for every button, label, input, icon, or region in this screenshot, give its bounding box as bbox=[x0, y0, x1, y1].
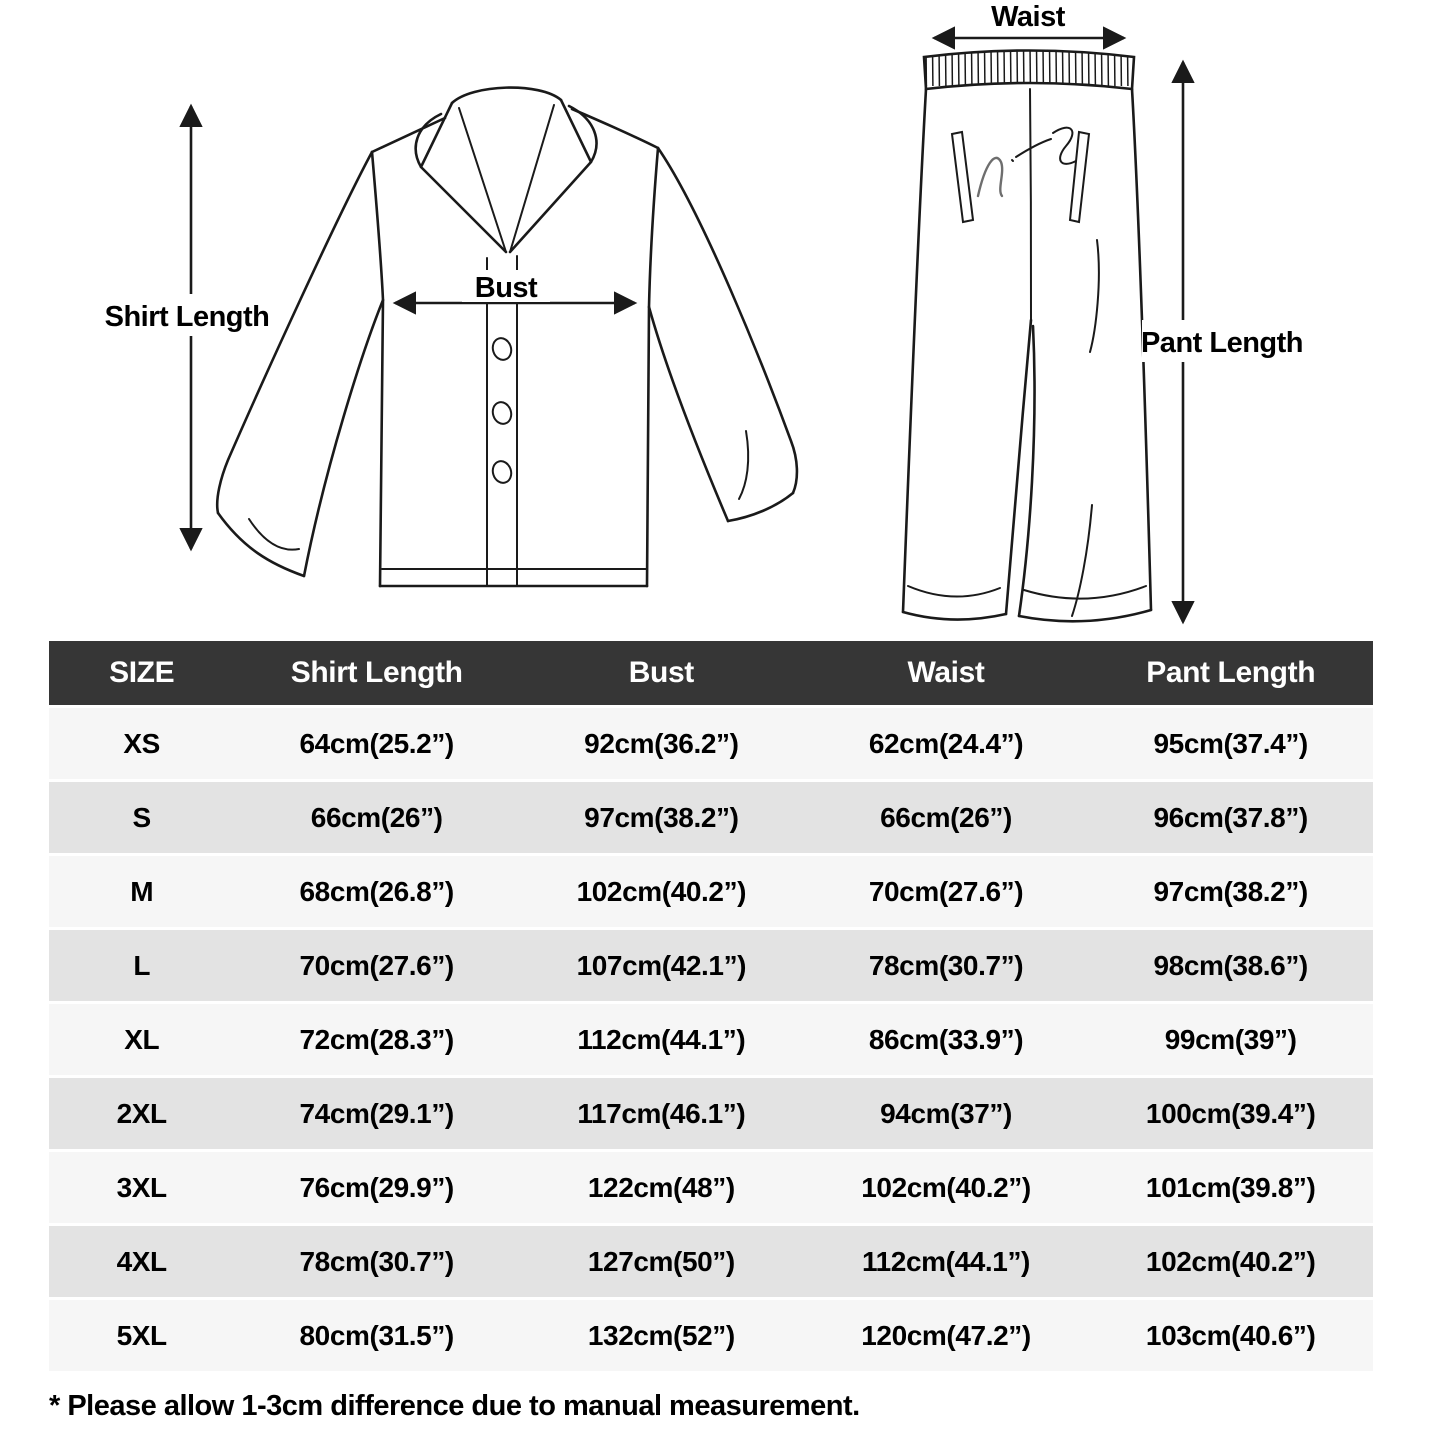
measurement-cell: 74cm(29.1”) bbox=[234, 1078, 519, 1149]
size-label: XL bbox=[49, 1004, 234, 1075]
measurement-cell: 66cm(26”) bbox=[234, 782, 519, 853]
measurement-cell: 101cm(39.8”) bbox=[1088, 1152, 1373, 1223]
measurement-cell: 122cm(48”) bbox=[519, 1152, 804, 1223]
measurement-cell: 120cm(47.2”) bbox=[804, 1300, 1089, 1371]
measurement-cell: 102cm(40.2”) bbox=[1088, 1226, 1373, 1297]
measurement-cell: 78cm(30.7”) bbox=[804, 930, 1089, 1001]
measurement-cell: 72cm(28.3”) bbox=[234, 1004, 519, 1075]
table-row-l bbox=[49, 930, 1373, 1001]
column-header-bust: Bust bbox=[519, 641, 804, 705]
measurement-cell: 80cm(31.5”) bbox=[234, 1300, 519, 1371]
measurement-cell: 112cm(44.1”) bbox=[804, 1226, 1089, 1297]
size-chart-table bbox=[49, 638, 1373, 1374]
measurement-cell: 132cm(52”) bbox=[519, 1300, 804, 1371]
size-label: S bbox=[49, 782, 234, 853]
shirt-buttons bbox=[490, 336, 514, 485]
size-label: XS bbox=[49, 708, 234, 779]
measurement-cell: 102cm(40.2”) bbox=[804, 1152, 1089, 1223]
table-row-m bbox=[49, 856, 1373, 927]
measurement-cell: 78cm(30.7”) bbox=[234, 1226, 519, 1297]
size-label: 4XL bbox=[49, 1226, 234, 1297]
shirt-length-label: Shirt Length bbox=[104, 301, 270, 333]
column-header-shirt-length: Shirt Length bbox=[234, 641, 519, 705]
measurement-cell: 127cm(50”) bbox=[519, 1226, 804, 1297]
wrinkle-squiggle bbox=[978, 158, 1002, 196]
measurement-cell: 102cm(40.2”) bbox=[519, 856, 804, 927]
size-label: 3XL bbox=[49, 1152, 234, 1223]
column-header-waist: Waist bbox=[804, 641, 1089, 705]
size-label: M bbox=[49, 856, 234, 927]
column-header-pant-length: Pant Length bbox=[1088, 641, 1373, 705]
measurement-cell: 68cm(26.8”) bbox=[234, 856, 519, 927]
garment-measurement-diagram bbox=[0, 0, 1445, 638]
measurement-cell: 98cm(38.6”) bbox=[1088, 930, 1373, 1001]
size-label: 5XL bbox=[49, 1300, 234, 1371]
table-row-2xl bbox=[49, 1078, 1373, 1149]
size-label: 2XL bbox=[49, 1078, 234, 1149]
measurement-cell: 97cm(38.2”) bbox=[519, 782, 804, 853]
pajama-shirt-drawing bbox=[217, 88, 797, 586]
measurement-cell: 103cm(40.6”) bbox=[1088, 1300, 1373, 1371]
measurement-cell: 86cm(33.9”) bbox=[804, 1004, 1089, 1075]
size-label: L bbox=[49, 930, 234, 1001]
measurement-cell: 92cm(36.2”) bbox=[519, 708, 804, 779]
table-row-xl bbox=[49, 1004, 1373, 1075]
table-row-xs bbox=[49, 708, 1373, 779]
measurement-cell: 70cm(27.6”) bbox=[234, 930, 519, 1001]
measurement-disclaimer: * Please allow 1-3cm difference due to manual measurement. bbox=[49, 1390, 860, 1422]
bust-label: Bust bbox=[474, 272, 538, 304]
measurement-cell: 70cm(27.6”) bbox=[804, 856, 1089, 927]
measurement-cell: 97cm(38.2”) bbox=[1088, 856, 1373, 927]
table-header-row bbox=[49, 641, 1373, 705]
measurement-cell: 94cm(37”) bbox=[804, 1078, 1089, 1149]
measurement-cell: 66cm(26”) bbox=[804, 782, 1089, 853]
measurement-cell: 112cm(44.1”) bbox=[519, 1004, 804, 1075]
measurement-cell: 76cm(29.9”) bbox=[234, 1152, 519, 1223]
measurement-cell: 117cm(46.1”) bbox=[519, 1078, 804, 1149]
pajama-pants-drawing bbox=[903, 51, 1151, 622]
table-row-s bbox=[49, 782, 1373, 853]
measurement-cell: 107cm(42.1”) bbox=[519, 930, 804, 1001]
column-header-size: SIZE bbox=[49, 641, 234, 705]
measurement-cell: 100cm(39.4”) bbox=[1088, 1078, 1373, 1149]
measurement-cell: 99cm(39”) bbox=[1088, 1004, 1373, 1075]
measurement-cell: 95cm(37.4”) bbox=[1088, 708, 1373, 779]
table-row-5xl bbox=[49, 1300, 1373, 1371]
waist-label: Waist bbox=[991, 1, 1065, 33]
table-row-4xl bbox=[49, 1226, 1373, 1297]
table-row-3xl bbox=[49, 1152, 1373, 1223]
pant-length-label: Pant Length bbox=[1140, 327, 1304, 359]
measurement-cell: 96cm(37.8”) bbox=[1088, 782, 1373, 853]
measurement-cell: 62cm(24.4”) bbox=[804, 708, 1089, 779]
measurement-cell: 64cm(25.2”) bbox=[234, 708, 519, 779]
